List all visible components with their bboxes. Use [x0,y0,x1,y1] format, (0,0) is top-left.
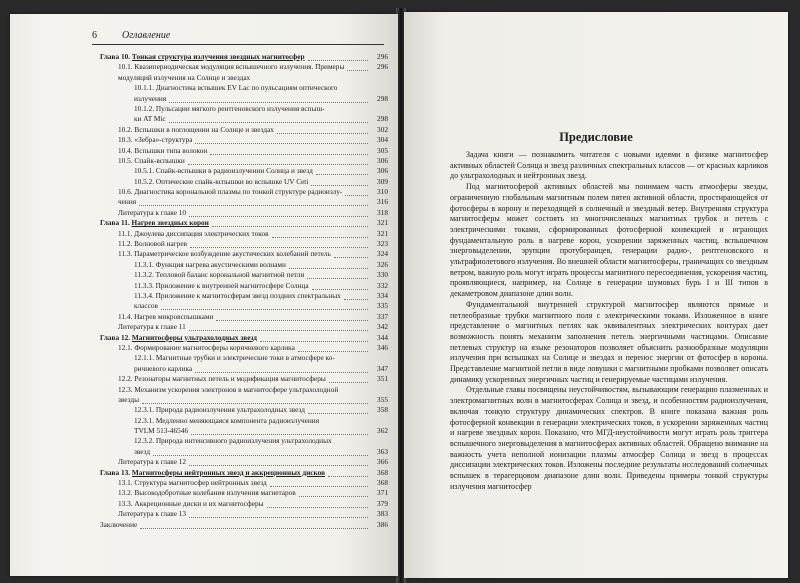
toc-leader-dots [195,362,368,373]
toc-page-number: 342 [377,322,388,332]
toc-entry-title: Магнитные трубки и электрические токи в атмосфере ко- [155,353,335,363]
toc-leader-dots [344,289,368,300]
toc-page-number: 305 [377,145,388,155]
toc-entry-title: звезды [118,394,139,404]
toc-page-number: 316 [377,197,388,207]
toc-entry-text [134,114,166,124]
toc-entry-title: Магнитосферы ультрахолодных звезд [131,332,257,342]
toc-entry-number: 10.1. [118,62,135,72]
toc-entry-number: 10.1.2. [134,103,156,113]
toc-entry-title: классов [134,301,158,311]
toc-entry-title: ричневого карлика [134,363,193,373]
toc-entry-title: Диагностика вспышек EV Lac по пульсациям оптического [155,83,338,93]
toc-leader-dots [139,195,368,206]
toc-entry-title: Квазипериодическая модуляция вспышечного излучения. Примеры [134,62,345,72]
toc-leader-dots [188,154,368,165]
toc-entry-text [118,208,186,218]
toc-entry [100,426,398,436]
toc-entry-text [134,447,150,457]
toc-entry-text [100,52,305,62]
toc-entry-number: 11.3.3. [134,280,156,290]
toc-entry-text [118,135,192,145]
toc-entry-title: Тепловой баланс корональной магнитной петли [155,270,305,280]
toc-entry-number: 12.3.2. [134,436,156,446]
toc-entry-title: Формирование магнитосферы коричневого карлика [134,342,295,352]
toc-entry-title: Медленно меняющаяся компонента радиоизлучения [155,415,320,425]
toc-entry-text [118,457,186,467]
toc-entry-title: Спайк-вспышки [134,155,185,165]
toc-entry-title: ки AT Mic [134,114,166,124]
toc-page-number: 335 [377,301,388,311]
toc-entry-text [118,73,250,83]
table-of-contents [100,52,398,530]
toc-leader-dots [189,455,368,466]
toc-entry [100,405,398,415]
preface-paragraph: Под магнитосферой активных областей мы понимаем часть атмосферы звезды, ограниченную глобальным магнитным полем пятен активной области, простирающейся от фотосферы в корону и переходящей в солнечный и звездный ветер. Внутренняя структура магнитосферы может состоять из многочисленных магнитных трубок и петель с электрическими токами, сформированных фотосферной конвекцией и играющих фундаментальную роль в нагреве корон, ускорении заряженных частиц, вспышечном энерговыделении, эрупции протуберанцев, генерации радио-, рентгеновского и ультрафиолетового излучения. Во внешней области магнитосферы, граничащих со звездным ветром, важную роль могут играть процессы магнитного пересоединения, ускорения частиц, проявляющиеся, например, на Солнце в генерации шумовых бурь I и III типов в декаметровом диапазоне длин волн. [450,182,768,299]
toc-entry-title: Оптические спайк-вспышки во вспышке UV Ceti [155,176,309,186]
toc-leader-dots [195,133,368,144]
toc-page-number: 355 [377,394,388,404]
toc-entry-title: Тонкая структура излучения звездных магнитосфер [131,52,305,61]
toc-page-number: 344 [377,332,388,342]
toc-leader-dots [312,279,368,290]
toc-entry-number: 12.3. [118,384,135,394]
toc-leader-dots [345,185,368,196]
toc-entry-text [134,301,158,311]
toc-entry-number: 10.6. [118,187,135,197]
toc-entry [100,374,398,384]
toc-entry-title: Резонаторы магнитных петель и модификация магнитосферы [134,374,326,384]
toc-entry-title: Литература к главе 13 [118,509,187,519]
running-header-title: Оглавление [122,30,171,41]
toc-entry-number: Глава 13. [100,467,132,477]
toc-leader-dots [189,206,368,217]
toc-page-number: 383 [377,509,388,519]
toc-leader-dots [191,424,368,435]
toc-entry-title: Литература к главе 10 [118,207,187,217]
toc-page-number: 324 [377,249,388,259]
toc-entry-text [134,166,313,176]
toc-entry-text [134,270,304,280]
toc-leader-dots [298,341,368,352]
toc-entry-text [118,197,136,207]
toc-page-number: 332 [377,280,388,290]
toc-entry-title: Аккреционные диски и их магнитосферы [134,498,264,508]
page-number: 6 [92,30,97,41]
toc-page-number: 318 [377,207,388,217]
toc-page-number: 386 [377,519,388,529]
toc-page-number: 304 [377,135,388,145]
toc-leader-dots [289,258,368,269]
toc-entry-text [118,322,186,332]
toc-entry-text [118,156,185,166]
toc-entry-title: TVLM 513-46546 [134,426,189,436]
toc-entry-number: 12.2. [118,374,135,384]
toc-entry-number: 11.3.2. [134,270,156,280]
toc-entry-text [100,520,137,530]
toc-leader-dots [328,466,368,477]
toc-page-number: 302 [377,124,388,134]
toc-leader-dots [267,497,368,508]
toc-leader-dots [308,50,368,61]
toc-entry-number: Глава 12. [100,332,132,342]
toc-leader-dots [161,299,368,310]
toc-leader-dots [299,486,368,497]
toc-entry-title: Литература к главе 11 [118,322,186,332]
toc-entry-text [118,395,139,405]
toc-leader-dots [169,92,368,103]
toc-entry-title: излучения [134,93,167,103]
toc-entry-number: 12.3.1. [134,405,156,415]
toc-leader-dots [311,175,368,186]
toc-entry [100,73,398,83]
toc-entry-title: Спайк-вспышки в радиоизлучении Солнца и звезд [155,166,313,176]
toc-entry-text [134,426,188,436]
toc-entry-title: Механизм ускорения электронов в магнитосфере ультрахолодной [134,384,339,394]
toc-entry-number: 12.3.1. [134,415,156,425]
toc-leader-dots [210,144,368,155]
toc-entry-text [134,177,308,187]
toc-entry-title: Волновой нагрев [134,239,188,249]
toc-entry-title: Вспышки в поглощении на Солнце и звездах [134,124,274,134]
toc-entry-text [118,478,267,488]
toc-entry-title: Пульсации мягкого рентгеновского излучения вспыш- [155,103,325,113]
toc-page-number: 296 [377,52,388,61]
toc-page-number: 337 [377,311,388,321]
preface-title: Предисловие [559,130,633,144]
preface-body [450,150,768,493]
toc-entry-title: Вспышки типа волокон [134,145,208,155]
toc-page-number: 323 [377,239,388,249]
toc-page-number: 296 [377,62,388,72]
toc-entry-title: модуляций излучения на Солнце и звездах [118,72,251,82]
toc-entry-text [134,260,286,270]
toc-leader-dots [140,518,368,529]
toc-leader-dots [329,372,368,383]
toc-entry-number: 13.2. [118,488,135,498]
toc-leader-dots [260,331,368,342]
toc-leader-dots [307,268,368,279]
toc-entry-number: 11.3.1. [134,259,156,269]
toc-leader-dots [272,227,368,238]
toc-entry-text [118,374,326,384]
toc-entry-number: 12.1. [118,342,135,352]
toc-page-number: 298 [377,114,388,124]
toc-entry-number: 11.3.4. [134,290,156,300]
toc-page-number: 347 [377,363,388,373]
toc-page-number: 306 [377,166,388,176]
toc-entry-number: 10.5.1. [134,166,156,176]
toc-entry-title: Параметрическое возбуждение акустических колебаний петель [134,249,331,259]
toc-page-number: 310 [377,187,388,197]
toc-entry-text [118,343,295,353]
toc-entry-number: 12.1.1. [134,353,156,363]
toc-entry-title: Заключение [100,519,138,529]
toc-entry-text [134,94,166,104]
toc-page-number: 363 [377,446,388,456]
toc-entry-number: 10.5. [118,155,135,165]
toc-leader-dots [189,507,368,518]
toc-entry-title: Магнитосферы нейтронных звезд и аккреционных дисков [131,467,326,477]
toc-entry-title: чения [118,197,137,207]
toc-entry-title: Нагрев звездных корон [131,218,209,228]
toc-entry [100,62,398,72]
toc-entry-number: 13.3. [118,498,135,508]
toc-leader-dots [216,310,368,321]
toc-entry-number: Глава 10. [100,52,132,61]
toc-entry-number: 11.3. [118,249,135,259]
toc-leader-dots [153,445,368,456]
toc-page-number: 326 [377,259,388,269]
toc-entry-text [100,333,257,343]
preface-paragraph: Фундаментальной внутренней структурой магнитосфер являются прямые и петлеобразные трубки магнитного поля с электрическими токами. Изложенное в книге представление о магнитных петлях как эквивалентных электрических контурах дает возможность понять механизм заполнения петель энергичными частицами. Описание петлевых структур на языке резонаторов позволяет объяснить разнообразные модуляции излучения при вспышках на Солнце и звездах и перенос энергии от фотосфер в короны. Представление магнитной петли в виде ловушки с магнитными пробками позволяет описать динамику ускоренных энергичных частиц и генерируемые частицами излучения. [450,299,768,384]
toc-entry-number: 10.5.2. [134,176,156,186]
toc-leader-dots [316,164,368,175]
toc-page-number: 362 [377,426,388,436]
toc-entry-number: 11.4. [118,311,135,321]
toc-entry [100,520,398,530]
toc-page-number: 298 [377,93,388,103]
toc-entry-text [134,405,305,415]
toc-entry-number: 10.4. [118,145,135,155]
toc-page-number: 346 [377,342,388,352]
toc-page-number: 371 [377,488,388,498]
toc-page-number: 351 [377,374,388,384]
running-header [92,30,384,45]
toc-entry-title: Приложение к внутренней магнитосфере Солнца [155,280,309,290]
preface-paragraph: Задача книги — познакомить читателя с новыми идеями в физике магнитосфер активных областей Солнца и звезд различных спектральных классов — от красных карликов до ультрахолодных и нейтронных звезд. [450,150,768,181]
toc-page-number: 309 [377,176,388,186]
toc-page-number: 321 [377,228,388,238]
toc-leader-dots [169,112,368,123]
toc-entry-title: Структура магнитосфер нейтронных звезд [134,478,267,488]
toc-entry-title: Литература к главе 12 [118,457,187,467]
toc-leader-dots [189,320,368,331]
toc-entry-title: Джоулева диссипация электрических токов [134,228,269,238]
toc-page-number: 330 [377,270,388,280]
toc-page-number: 379 [377,498,388,508]
toc-leader-dots [212,216,368,227]
toc-entry-number: 13.1. [118,478,135,488]
toc-entry-text [100,218,209,228]
preface-paragraph: Отдельные главы посвящены неустойчивостям, вызывающим генерацию плазменных и электромагнитных волн в магнитосферах Солнца и звезд, и особенностям радиоизлучения, включая тонкую структуру динамических спектров. В книге показана важная роль фотосферной конвекции в генерации электрических токов, в ускорении заряженных частиц и нагреве звездных корон. Показано, что МГД-неустойчивости могут играть роль триггера вспышечного энерговыделения в магнитосферах активных областей. Обращено внимание на важность учета неполной ионизации плазмы атмосфер Солнца и звезд в процессах диссипации электрических токов. Изложены последние результаты исследований солнечных вспышек в терагерцовом диапазоне длин волн. Приведены примеры тонкой структуры излучения магнитосфер [450,385,768,491]
toc-leader-dots [347,60,368,71]
toc-leader-dots [308,403,368,414]
toc-page-number: 306 [377,155,388,165]
toc-entry-title: Нагрев микровспышками [134,311,214,321]
toc-entry-title: Приложение к магнитосферам звезд поздних спектральных [155,290,341,300]
toc-entry-number: 11.2. [118,239,135,249]
toc-entry-number: Глава 11. [100,218,132,228]
toc-page-number: 321 [377,218,388,228]
toc-page-number: 368 [377,478,388,488]
toc-entry-title: Природа интенсивного радиоизлучения ультрахолодных [155,436,332,446]
toc-leader-dots [190,237,368,248]
toc-entry-number: 10.1.1. [134,83,156,93]
toc-page-number: 358 [377,405,388,415]
toc-entry-title: Функция нагрева акустическими волнами [155,259,286,269]
toc-page-number: 334 [377,290,388,300]
toc-entry-text [134,281,309,291]
toc-leader-dots [277,123,368,134]
toc-leader-dots [334,247,368,258]
toc-entry-title: Высокодобротные колебания излучения магнетаров [134,488,296,498]
toc-entry-number: 11.1. [118,228,135,238]
toc-entry-title: «Зебра»-структура [134,135,193,145]
toc-entry-title: звезд [134,446,151,456]
toc-entry-text [118,239,187,249]
toc-entry-text [134,364,192,374]
toc-entry [100,343,398,353]
toc-leader-dots [142,393,368,404]
toc-page-number: 368 [377,467,388,477]
toc-entry [100,94,398,104]
toc-entry-number: 10.3. [118,135,135,145]
toc-entry-text [118,62,344,72]
toc-entry-title: Природа радиоизлучения ультрахолодных звезд [155,405,305,415]
toc-entry-title: Диагностика корональной плазмы по тонкой структуре радиоизлу- [134,187,343,197]
toc-page-number: 366 [377,457,388,467]
toc-leader-dots [270,476,368,487]
toc-entry-number: 10.2. [118,124,135,134]
